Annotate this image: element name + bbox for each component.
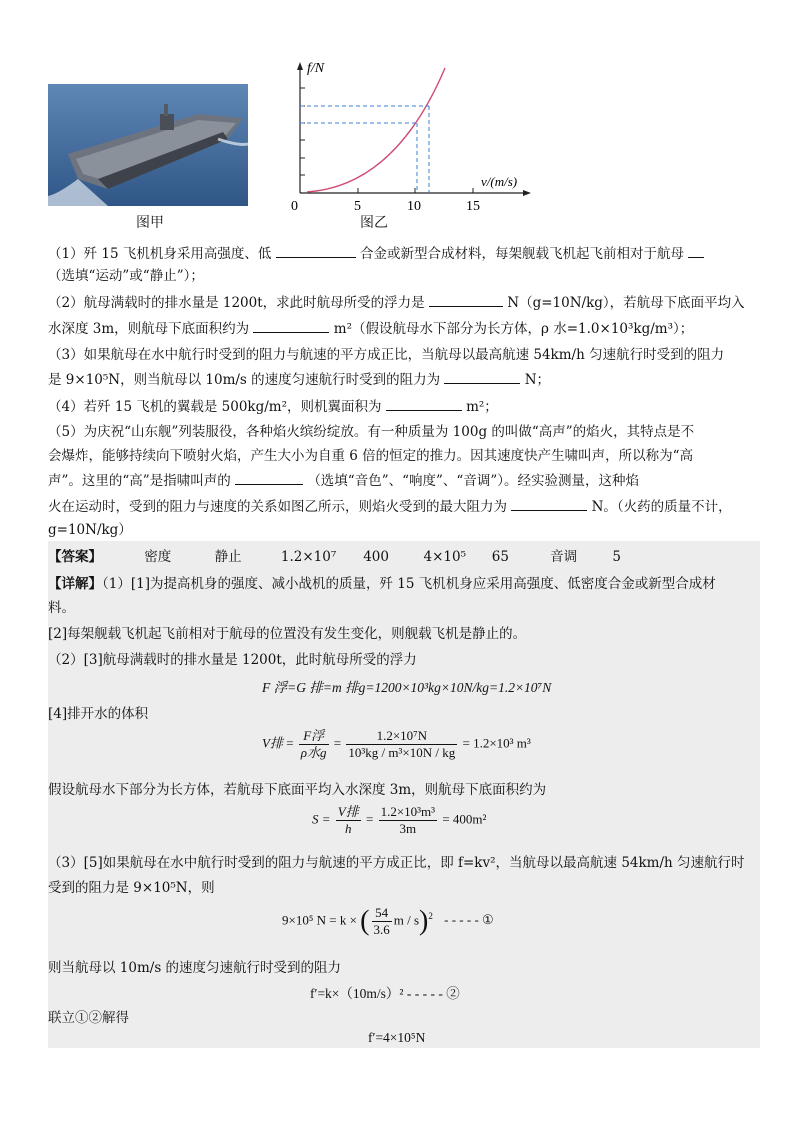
- eq4-unit: m / s: [393, 912, 420, 928]
- question-2-line-2: [48, 318, 693, 339]
- eq3-fraction-2: $\frac{\text{1.2×10³m³}}{3m}$: [380, 804, 436, 836]
- equation-ratio-2: f′=k×（10m/s）² - - - - - ②: [310, 986, 460, 1001]
- question-5-line: （5）为庆祝“山东舰”列装服役，各种焰火缤纷绽放。有一种质量为 100g 的叫做“高声”的焰火，其特点是不: [48, 424, 695, 440]
- blank-1[interactable]: [276, 243, 356, 258]
- q3-text-c: N；: [524, 372, 551, 388]
- answer-4: 400: [363, 549, 389, 565]
- q2-text-a: （2）航母满载时的排水量是 1200t，求此时航母所受的浮力是: [48, 295, 425, 311]
- eq3-rhs: = 400m²: [442, 811, 487, 827]
- x-ticks: [358, 188, 473, 193]
- blank-7[interactable]: [235, 470, 303, 485]
- answer-7: 音调: [550, 549, 578, 565]
- eq2-fraction-1: $\frac{\text{F浮}}{\text{ρ水g}}$: [300, 728, 327, 760]
- eq3-lhs: S =: [312, 811, 331, 827]
- answer-1: 密度: [144, 549, 172, 565]
- question-1-line: [48, 243, 704, 264]
- x-tick-5: 5: [354, 199, 361, 214]
- eq3-fraction-1: $\frac{\text{V排}}{h}$: [337, 804, 359, 836]
- detail-line-3: （2）[3]航母满载时的排水量是 1200t，此时航母所受的浮力: [48, 652, 417, 668]
- question-3-line-2: [48, 369, 550, 390]
- answer-5: 4×10⁵: [423, 549, 466, 565]
- x-tick-15: 15: [466, 199, 480, 214]
- q2-text-d: m²（假设航母水下部分为长方体，ρ 水=1.0×10³kg/m³）；: [333, 321, 694, 337]
- question-3-line: （3）如果航母在水中航行时受到的阻力与航速的平方成正比，当航母以最高航速 54km/h 匀速航行时受到的阻力: [48, 347, 725, 363]
- blank-2[interactable]: [688, 243, 704, 258]
- x-axis-label: v/(m/s): [481, 174, 518, 189]
- question-4-line: [48, 396, 498, 417]
- detail-label: 【详解】: [48, 576, 102, 592]
- equation-buoyancy: F 浮=G 排=m 排g=1200×10³kg×10N/kg=1.2×10⁷N: [262, 680, 552, 695]
- q5-text-c: 声”。这里的“高”是指啸叫声的: [48, 473, 231, 489]
- detail-line-1: [48, 574, 716, 594]
- equation-area: S = $\frac{\text{V排}}{h}$ = $\frac{\text{1.2×10³m³}}{3m}$ = 400m²: [312, 804, 487, 836]
- q5-text-f: N。（火药的质量不计，: [591, 499, 732, 515]
- q4-text-a: （4）若歼 15 飞机的翼载是 500kg/m²，则机翼面积为: [48, 399, 382, 415]
- q2-text-b: N（g=10N/kg），若航母下底面平均入: [507, 295, 745, 311]
- question-5-line-3: [48, 470, 639, 491]
- question-5-line-5: g=10N/kg）: [48, 522, 132, 538]
- y-axis-arrow: [297, 62, 303, 70]
- blank-6[interactable]: [386, 396, 462, 411]
- detail-line-5: 假设航母水下部分为长方体，若航母下底面平均入水深度 3m，则航母下底面积约为: [48, 782, 547, 798]
- eq2-rhs: = 1.2×10³ m³: [462, 735, 531, 751]
- answer-label: 【答案】: [48, 549, 102, 565]
- origin-label: 0: [291, 199, 298, 214]
- y-axis-label: f/N: [307, 61, 325, 76]
- eq4-tail: - - - - - ①: [444, 912, 494, 928]
- question-2-line: [48, 292, 745, 313]
- q3-text-b: 是 9×10⁵N，则当航母以 10m/s 的速度匀速航行时受到的阻力为: [48, 372, 441, 388]
- question-1-line-2: （选填“运动”或“静止”）；: [48, 268, 204, 284]
- eq2-lhs: V排: [262, 735, 283, 751]
- aircraft-carrier-image: [48, 84, 248, 206]
- eq4-fraction: $\frac{54}{3.6}$: [373, 905, 390, 937]
- answer-3: 1.2×10⁷: [280, 549, 337, 565]
- q2-text-c: 水深度 3m，则航母下底面积约为: [48, 321, 250, 337]
- y-ticks: [300, 88, 305, 175]
- detail-line-6b: 受到的阻力是 9×10⁵N，则: [48, 880, 215, 896]
- force-velocity-graph: [285, 58, 535, 218]
- q1-text-a: （1）歼 15 飞机机身采用高强度、低: [48, 246, 272, 262]
- detail-line-7: 则当航母以 10m/s 的速度匀速航行时受到的阻力: [48, 960, 342, 976]
- detail-line-2: [2]每架舰载飞机起飞前相对于航母的位置没有发生变化，则舰载飞机是静止的。: [48, 626, 527, 642]
- answer-6: 65: [491, 549, 509, 565]
- blank-3[interactable]: [429, 292, 503, 307]
- question-5-line-2: 会爆炸，能够持续向下喷射火焰，产生大小为自重 6 倍的恒定的推力。因其速度快产生啸叫声，所以称为“高: [48, 448, 694, 464]
- eq2-fraction-2: $\frac{\text{1.2×10⁷N}}{\text{10³kg / m³×10N / kg}}$: [348, 728, 456, 760]
- detail-line-1b: 料。: [48, 600, 75, 616]
- detail-text-1: （1）[1]为提高机身的强度、减小战机的质量，歼 15 飞机机身应采用高强度、低密度合金或新型合成材: [102, 576, 716, 592]
- blank-5[interactable]: [444, 369, 520, 384]
- equation-result: f′=4×10⁵N: [368, 1030, 426, 1045]
- resistance-curve: [307, 68, 445, 192]
- blank-8[interactable]: [511, 496, 587, 511]
- question-5-line-4: [48, 496, 732, 517]
- q4-text-b: m²；: [466, 399, 498, 415]
- equation-ratio: 9×10⁵ N = k × ( $\frac{54}{3.6}$ m / s)$^2$ - - - - - ①: [282, 905, 494, 937]
- figure-b-caption: 图乙: [360, 215, 388, 231]
- x-axis-arrow: [523, 190, 531, 196]
- blank-4[interactable]: [253, 318, 329, 333]
- q1-text-b: 合金或新型合成材料，每架舰载飞机起飞前相对于航母: [359, 246, 684, 262]
- q5-text-d: （选填“音色”、“响度”、“音调”）。经实验测量，这种焰: [307, 473, 639, 489]
- answer-row: [48, 547, 621, 567]
- detail-line-4: [4]排开水的体积: [48, 706, 149, 722]
- answer-8: 5: [612, 549, 621, 565]
- x-tick-10: 10: [407, 199, 421, 214]
- detail-line-8: 联立①②解得: [48, 1010, 129, 1026]
- detail-line-6: （3）[5]如果航母在水中航行时受到的阻力与航速的平方成正比，即 f=kv²，当航母以最高航速 54km/h 匀速航行时: [48, 855, 745, 871]
- answer-2: 静止: [214, 549, 242, 565]
- equation-volume: V排 = $\frac{\text{F浮}}{\text{ρ水g}}$ = $\frac{\text{1.2×10⁷N}}{\text{10³kg / m³×10N / kg}}$ = 1.2×10³ m³: [262, 728, 531, 760]
- figure-a-caption: 图甲: [136, 215, 164, 231]
- eq4-lhs: 9×10⁵ N = k ×: [282, 912, 357, 928]
- q5-text-e: 火在运动时，受到的阻力与速度的关系如图乙所示，则焰火受到的最大阻力为: [48, 499, 507, 515]
